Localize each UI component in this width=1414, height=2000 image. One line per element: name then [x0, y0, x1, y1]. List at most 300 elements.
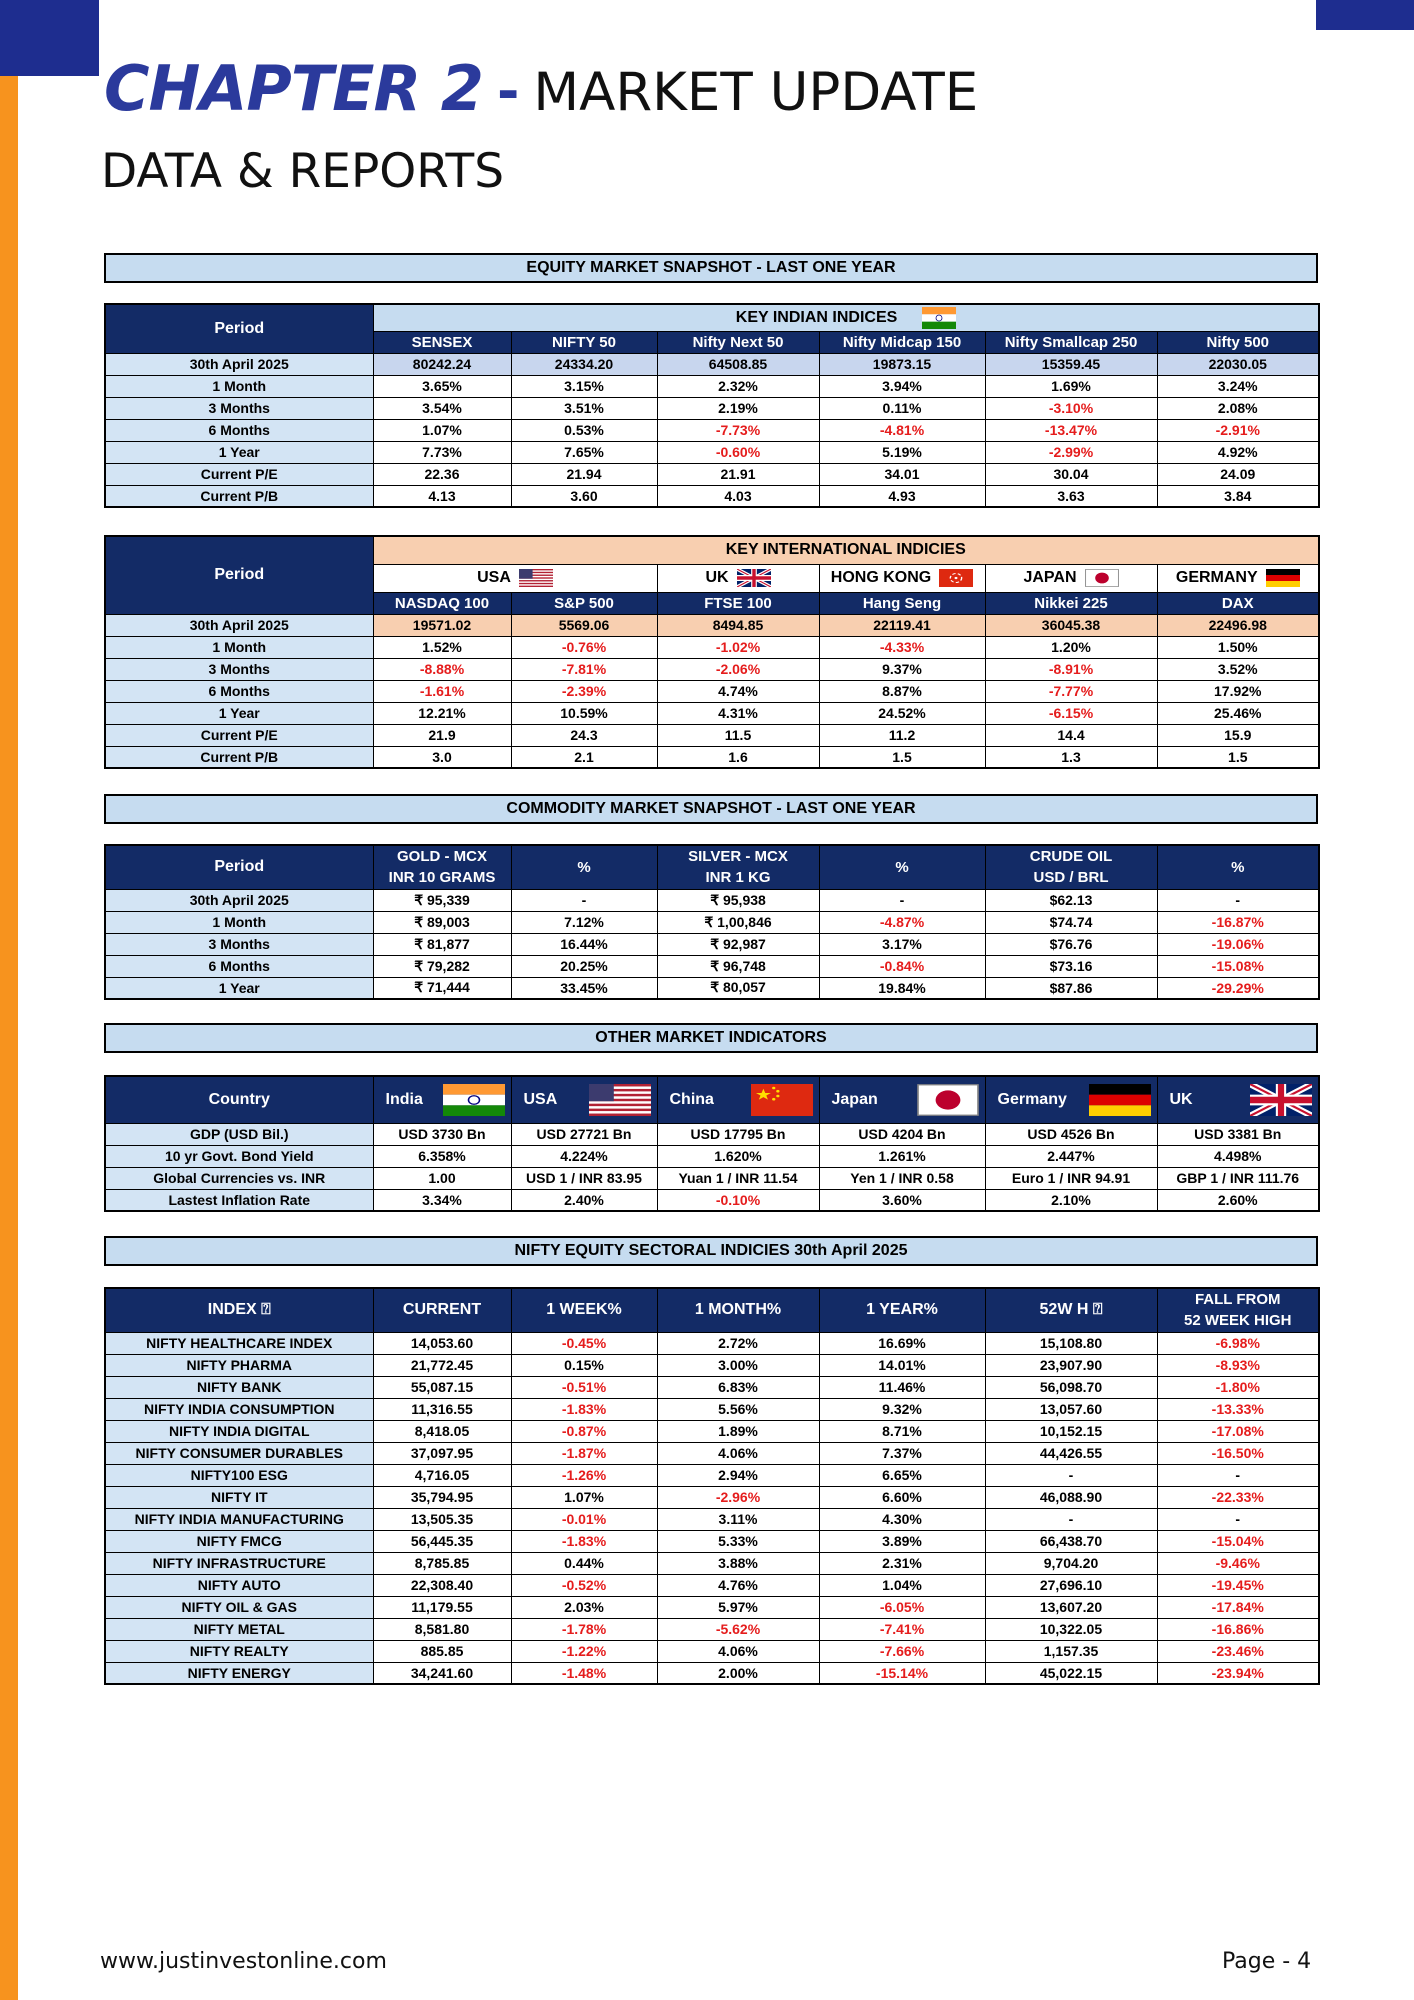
cell-value: 6.83%: [657, 1376, 819, 1398]
country-name: Germany: [997, 1090, 1067, 1108]
cell-value: 3.15%: [511, 375, 657, 397]
cell-value: 4.92%: [1157, 441, 1319, 463]
country-name: China: [669, 1090, 714, 1108]
column-header-sensex: SENSEX: [373, 331, 511, 353]
cell-value: 0.15%: [511, 1354, 657, 1376]
cell-value: 7.65%: [511, 441, 657, 463]
country-header-china: [657, 1076, 819, 1123]
cell-value: -0.87%: [511, 1420, 657, 1442]
cell-value: 8494.85: [657, 614, 819, 636]
cell-value: -0.52%: [511, 1574, 657, 1596]
table-row: [105, 1442, 1319, 1464]
cell-value: 24.09: [1157, 463, 1319, 485]
table-row: [105, 1574, 1319, 1596]
cell-value: 1.3: [985, 746, 1157, 768]
japan-flag-icon: [1085, 569, 1119, 587]
cell-value: 30.04: [985, 463, 1157, 485]
cell-value: -16.87%: [1157, 911, 1319, 933]
row-label: NIFTY IT: [105, 1486, 373, 1508]
column-header-fall-from-52-week-high: [1157, 1288, 1319, 1332]
cell-value: 22,308.40: [373, 1574, 511, 1596]
row-label: NIFTY FMCG: [105, 1530, 373, 1552]
country-name: Japan: [831, 1090, 878, 1108]
cell-value: -23.46%: [1157, 1640, 1319, 1662]
chapter-heading: [104, 52, 979, 125]
cell-value: 8.71%: [819, 1420, 985, 1442]
cell-value: 13,607.20: [985, 1596, 1157, 1618]
column-header-1-week: 1 WEEK%: [511, 1288, 657, 1332]
cell-value: 19873.15: [819, 353, 985, 375]
cell-value: -: [819, 889, 985, 911]
row-label: Lastest Inflation Rate: [105, 1189, 373, 1211]
cell-value: 3.63: [985, 485, 1157, 507]
cell-value: -1.26%: [511, 1464, 657, 1486]
cell-value: 2.19%: [657, 397, 819, 419]
table-row: [105, 1530, 1319, 1552]
column-header-index: INDEX ⍰: [105, 1288, 373, 1332]
cell-value: 3.89%: [819, 1530, 985, 1552]
column-header-hang-seng: Hang Seng: [819, 592, 985, 614]
row-label: NIFTY REALTY: [105, 1640, 373, 1662]
cell-value: 2.10%: [985, 1189, 1157, 1211]
cell-value: ₹ 71,444: [373, 977, 511, 999]
cell-value: 4.498%: [1157, 1145, 1319, 1167]
row-label: 3 Months: [105, 397, 373, 419]
cell-value: -: [1157, 1508, 1319, 1530]
column-header-nifty-smallcap-250: Nifty Smallcap 250: [985, 331, 1157, 353]
cell-value: 1,157.35: [985, 1640, 1157, 1662]
row-label: 6 Months: [105, 680, 373, 702]
row-label: NIFTY CONSUMER DURABLES: [105, 1442, 373, 1464]
cell-value: -: [985, 1508, 1157, 1530]
column-header-nifty-50: NIFTY 50: [511, 331, 657, 353]
cell-value: 4.31%: [657, 702, 819, 724]
cell-value: -0.76%: [511, 636, 657, 658]
cell-value: 9,704.20: [985, 1552, 1157, 1574]
cell-value: 15359.45: [985, 353, 1157, 375]
cell-value: 27,696.10: [985, 1574, 1157, 1596]
column-header-line2: 52 WEEK HIGH: [1183, 1312, 1292, 1330]
cell-value: -6.15%: [985, 702, 1157, 724]
cell-value: -0.01%: [511, 1508, 657, 1530]
germany-flag-icon: [1089, 1084, 1151, 1116]
column-header-dax: DAX: [1157, 592, 1319, 614]
row-label: Current P/B: [105, 746, 373, 768]
cell-value: ₹ 79,282: [373, 955, 511, 977]
cell-value: -: [1157, 1464, 1319, 1486]
column-header-line1: CRUDE OIL: [1029, 848, 1113, 866]
cell-value: ₹ 92,987: [657, 933, 819, 955]
cell-value: -4.33%: [819, 636, 985, 658]
cell-value: -5.62%: [657, 1618, 819, 1640]
row-label: NIFTY ENERGY: [105, 1662, 373, 1684]
table-row: [105, 680, 1319, 702]
table-row: [105, 955, 1319, 977]
country-name: GERMANY: [1175, 569, 1258, 587]
cell-value: 33.45%: [511, 977, 657, 999]
country-name: USA: [477, 569, 511, 587]
cell-value: -: [511, 889, 657, 911]
table-row: [105, 933, 1319, 955]
top-right-corner-block: [1316, 0, 1414, 30]
cell-value: 1.20%: [985, 636, 1157, 658]
country-name: India: [385, 1090, 423, 1108]
table-row: [105, 746, 1319, 768]
table-row: [105, 441, 1319, 463]
cell-value: 4.93: [819, 485, 985, 507]
cell-value: -23.94%: [1157, 1662, 1319, 1684]
cell-value: $73.16: [985, 955, 1157, 977]
cell-value: 2.00%: [657, 1662, 819, 1684]
cell-value: 3.60: [511, 485, 657, 507]
cell-value: 15.9: [1157, 724, 1319, 746]
row-label: Global Currencies vs. INR: [105, 1167, 373, 1189]
column-header-ftse-100: FTSE 100: [657, 592, 819, 614]
cell-value: -8.93%: [1157, 1354, 1319, 1376]
table-row: [105, 1145, 1319, 1167]
table-row: [105, 1354, 1319, 1376]
commodity-banner: COMMODITY MARKET SNAPSHOT - LAST ONE YEAR: [104, 794, 1318, 824]
cell-value: 0.11%: [819, 397, 985, 419]
sectoral-indices-table: [104, 1287, 1320, 1685]
cell-value: 3.51%: [511, 397, 657, 419]
column-header-1-month: 1 MONTH%: [657, 1288, 819, 1332]
row-label: 1 Year: [105, 702, 373, 724]
uk-flag-icon: [1250, 1084, 1312, 1116]
country-name: UK: [705, 569, 729, 587]
table-row: [105, 1662, 1319, 1684]
country-header-uk: [1157, 1076, 1319, 1123]
cell-value: -2.39%: [511, 680, 657, 702]
cell-value: 22030.05: [1157, 353, 1319, 375]
cell-value: 35,794.95: [373, 1486, 511, 1508]
cell-value: 3.84: [1157, 485, 1319, 507]
cell-value: 2.72%: [657, 1332, 819, 1354]
cell-value: USD 3381 Bn: [1157, 1123, 1319, 1145]
cell-value: 5.33%: [657, 1530, 819, 1552]
column-header-nasdaq-100: NASDAQ 100: [373, 592, 511, 614]
cell-value: -1.78%: [511, 1618, 657, 1640]
cell-value: 21.9: [373, 724, 511, 746]
cell-value: 11,316.55: [373, 1398, 511, 1420]
international-indices-table: [104, 535, 1320, 769]
indian-indices-table: [104, 303, 1320, 508]
table-row: [105, 1420, 1319, 1442]
cell-value: -13.47%: [985, 419, 1157, 441]
cell-value: 4.30%: [819, 1508, 985, 1530]
cell-value: -8.88%: [373, 658, 511, 680]
cell-value: 22.36: [373, 463, 511, 485]
row-label: NIFTY METAL: [105, 1618, 373, 1640]
row-label: NIFTY AUTO: [105, 1574, 373, 1596]
cell-value: 2.03%: [511, 1596, 657, 1618]
row-label: 1 Year: [105, 441, 373, 463]
uk-flag-icon: [737, 569, 771, 587]
table-row: [105, 1332, 1319, 1354]
cell-value: -1.83%: [511, 1530, 657, 1552]
cell-value: 44,426.55: [985, 1442, 1157, 1464]
cell-value: 11,179.55: [373, 1596, 511, 1618]
row-label: GDP (USD Bil.): [105, 1123, 373, 1145]
cell-value: 8,785.85: [373, 1552, 511, 1574]
cell-value: 3.54%: [373, 397, 511, 419]
row-label: 30th April 2025: [105, 353, 373, 375]
row-label: NIFTY HEALTHCARE INDEX: [105, 1332, 373, 1354]
cell-value: -19.45%: [1157, 1574, 1319, 1596]
cell-value: 9.37%: [819, 658, 985, 680]
cell-value: 11.5: [657, 724, 819, 746]
footer-page-number: Page - 4: [1222, 1949, 1312, 1974]
row-label: 6 Months: [105, 955, 373, 977]
cell-value: -6.05%: [819, 1596, 985, 1618]
cell-value: USD 27721 Bn: [511, 1123, 657, 1145]
cell-value: -15.08%: [1157, 955, 1319, 977]
row-label: 10 yr Govt. Bond Yield: [105, 1145, 373, 1167]
table-row: [105, 463, 1319, 485]
cell-value: -16.50%: [1157, 1442, 1319, 1464]
table-row: [105, 485, 1319, 507]
cell-value: -13.33%: [1157, 1398, 1319, 1420]
cell-value: 6.358%: [373, 1145, 511, 1167]
cell-value: USD 4204 Bn: [819, 1123, 985, 1145]
cell-value: USD 17795 Bn: [657, 1123, 819, 1145]
table-row: [105, 1640, 1319, 1662]
column-header-nifty-midcap-150: Nifty Midcap 150: [819, 331, 985, 353]
cell-value: 4.76%: [657, 1574, 819, 1596]
cell-value: 64508.85: [657, 353, 819, 375]
cell-value: -9.46%: [1157, 1552, 1319, 1574]
country-header-content: [986, 1084, 1157, 1116]
cell-value: 55,087.15: [373, 1376, 511, 1398]
cell-value: 1.620%: [657, 1145, 819, 1167]
cell-value: 0.53%: [511, 419, 657, 441]
table-row: [105, 375, 1319, 397]
cell-value: 7.73%: [373, 441, 511, 463]
cell-value: 3.17%: [819, 933, 985, 955]
cell-value: 5.19%: [819, 441, 985, 463]
cell-value: 2.08%: [1157, 397, 1319, 419]
cell-value: -1.83%: [511, 1398, 657, 1420]
left-accent-stripe: [0, 0, 18, 2000]
cell-value: 1.50%: [1157, 636, 1319, 658]
row-label: 1 Month: [105, 636, 373, 658]
cell-value: -7.73%: [657, 419, 819, 441]
table-row: [105, 1464, 1319, 1486]
country-name: JAPAN: [1023, 569, 1077, 587]
cell-value: 4.74%: [657, 680, 819, 702]
row-label: 6 Months: [105, 419, 373, 441]
cell-value: 3.88%: [657, 1552, 819, 1574]
cell-value: 3.11%: [657, 1508, 819, 1530]
table-row: [105, 1618, 1319, 1640]
cell-value: $76.76: [985, 933, 1157, 955]
cell-value: -7.81%: [511, 658, 657, 680]
cell-value: 3.00%: [657, 1354, 819, 1376]
china-flag-icon: [751, 1084, 813, 1116]
country-header-content: [512, 1084, 657, 1116]
cell-value: -2.91%: [1157, 419, 1319, 441]
table-row: [105, 1508, 1319, 1530]
cell-value: USD 4526 Bn: [985, 1123, 1157, 1145]
cell-value: 5.97%: [657, 1596, 819, 1618]
india-flag-icon: [443, 1084, 505, 1116]
column-header-: [1157, 845, 1319, 889]
country-header-content: [1158, 1084, 1319, 1116]
cell-value: 4,716.05: [373, 1464, 511, 1486]
chapter-dash: -: [496, 60, 520, 123]
cell-value: -0.10%: [657, 1189, 819, 1211]
cell-value: 2.60%: [1157, 1189, 1319, 1211]
period-header: Period: [105, 536, 373, 614]
cell-value: $62.13: [985, 889, 1157, 911]
cell-value: 4.06%: [657, 1640, 819, 1662]
cell-value: 1.00: [373, 1167, 511, 1189]
table-row: [105, 977, 1319, 999]
cell-value: -1.02%: [657, 636, 819, 658]
cell-value: 9.32%: [819, 1398, 985, 1420]
cell-value: -8.91%: [985, 658, 1157, 680]
cell-value: Yuan 1 / INR 11.54: [657, 1167, 819, 1189]
germany-flag-icon: [1266, 569, 1300, 587]
cell-value: ₹ 95,938: [657, 889, 819, 911]
country-header-germany: [985, 1076, 1157, 1123]
table-row: [105, 353, 1319, 375]
cell-value: 66,438.70: [985, 1530, 1157, 1552]
row-label: Current P/E: [105, 463, 373, 485]
row-label: 3 Months: [105, 658, 373, 680]
row-label: NIFTY INFRASTRUCTURE: [105, 1552, 373, 1574]
row-label: 30th April 2025: [105, 889, 373, 911]
cell-value: 1.6: [657, 746, 819, 768]
cell-value: 17.92%: [1157, 680, 1319, 702]
country-header-content: [658, 1084, 819, 1116]
table-row: [105, 397, 1319, 419]
cell-value: 45,022.15: [985, 1662, 1157, 1684]
column-header-1-year: 1 YEAR%: [819, 1288, 985, 1332]
cell-value: 13,057.60: [985, 1398, 1157, 1420]
indicators-banner: OTHER MARKET INDICATORS: [104, 1023, 1318, 1053]
country-name: HONG KONG: [830, 569, 932, 587]
country-header-uk: [657, 564, 819, 592]
column-header-current: CURRENT: [373, 1288, 511, 1332]
table-row: [105, 911, 1319, 933]
column-header-line2: USD / BRL: [1033, 869, 1109, 887]
cell-value: USD 1 / INR 83.95: [511, 1167, 657, 1189]
period-header: Period: [105, 304, 373, 353]
column-header-s-p-500: S&P 500: [511, 592, 657, 614]
cell-value: -0.51%: [511, 1376, 657, 1398]
cell-value: 20.25%: [511, 955, 657, 977]
cell-value: 21.94: [511, 463, 657, 485]
cell-value: 14,053.60: [373, 1332, 511, 1354]
cell-value: 36045.38: [985, 614, 1157, 636]
cell-value: 6.65%: [819, 1464, 985, 1486]
cell-value: -4.87%: [819, 911, 985, 933]
country-name: USA: [523, 1090, 558, 1108]
cell-value: 6.60%: [819, 1486, 985, 1508]
table-row: [105, 419, 1319, 441]
row-label: Current P/E: [105, 724, 373, 746]
table-row: [105, 1596, 1319, 1618]
cell-value: -15.14%: [819, 1662, 985, 1684]
cell-value: ₹ 89,003: [373, 911, 511, 933]
table-row: [105, 1486, 1319, 1508]
cell-value: 1.07%: [511, 1486, 657, 1508]
table-row: [105, 658, 1319, 680]
cell-value: 1.04%: [819, 1574, 985, 1596]
cell-value: -2.06%: [657, 658, 819, 680]
country-header-germany: [1157, 564, 1319, 592]
cell-value: -1.61%: [373, 680, 511, 702]
row-label: 30th April 2025: [105, 614, 373, 636]
column-header-nifty-next-50: Nifty Next 50: [657, 331, 819, 353]
column-header-line1: FALL FROM: [1194, 1291, 1281, 1309]
cell-value: 1.52%: [373, 636, 511, 658]
cell-value: -7.66%: [819, 1640, 985, 1662]
cell-value: $74.74: [985, 911, 1157, 933]
cell-value: -1.48%: [511, 1662, 657, 1684]
cell-value: 3.0: [373, 746, 511, 768]
cell-value: USD 3730 Bn: [373, 1123, 511, 1145]
cell-value: 2.32%: [657, 375, 819, 397]
cell-value: 3.65%: [373, 375, 511, 397]
country-header-usa: [511, 1076, 657, 1123]
cell-value: 8,581.80: [373, 1618, 511, 1640]
cell-value: -2.96%: [657, 1486, 819, 1508]
cell-value: 7.12%: [511, 911, 657, 933]
country-header-hong-kong: [819, 564, 985, 592]
cell-value: ₹ 95,339: [373, 889, 511, 911]
column-header-line1: GOLD - MCX: [397, 848, 487, 866]
cell-value: 3.24%: [1157, 375, 1319, 397]
cell-value: -3.10%: [985, 397, 1157, 419]
key-indian-indices-header: [373, 304, 1319, 331]
cell-value: 1.261%: [819, 1145, 985, 1167]
column-header-nifty-500: Nifty 500: [1157, 331, 1319, 353]
cell-value: -6.98%: [1157, 1332, 1319, 1354]
cell-value: 37,097.95: [373, 1442, 511, 1464]
cell-value: -19.06%: [1157, 933, 1319, 955]
table-row: [105, 1167, 1319, 1189]
cell-value: -29.29%: [1157, 977, 1319, 999]
column-header-: [819, 845, 985, 889]
table-row: [105, 702, 1319, 724]
cell-value: $87.86: [985, 977, 1157, 999]
table-row: [105, 1398, 1319, 1420]
top-left-corner-block: [0, 0, 99, 76]
column-header-gold-mcx: [373, 845, 511, 889]
cell-value: 2.94%: [657, 1464, 819, 1486]
cell-value: -0.45%: [511, 1332, 657, 1354]
cell-value: -1.87%: [511, 1442, 657, 1464]
cell-value: 25.46%: [1157, 702, 1319, 724]
cell-value: Euro 1 / INR 94.91: [985, 1167, 1157, 1189]
cell-value: 10.59%: [511, 702, 657, 724]
cell-value: -1.22%: [511, 1640, 657, 1662]
cell-value: -: [1157, 889, 1319, 911]
cell-value: 56,445.35: [373, 1530, 511, 1552]
cell-value: 13,505.35: [373, 1508, 511, 1530]
cell-value: 4.224%: [511, 1145, 657, 1167]
column-header-: [511, 845, 657, 889]
table-row: [105, 614, 1319, 636]
page-subtitle: DATA & REPORTS: [101, 144, 505, 199]
key-indian-indices-label: KEY INDIAN INDICES: [735, 308, 898, 326]
row-label: Current P/B: [105, 485, 373, 507]
cell-value: 15,108.80: [985, 1332, 1157, 1354]
cell-value: 2.447%: [985, 1145, 1157, 1167]
cell-value: -17.08%: [1157, 1420, 1319, 1442]
